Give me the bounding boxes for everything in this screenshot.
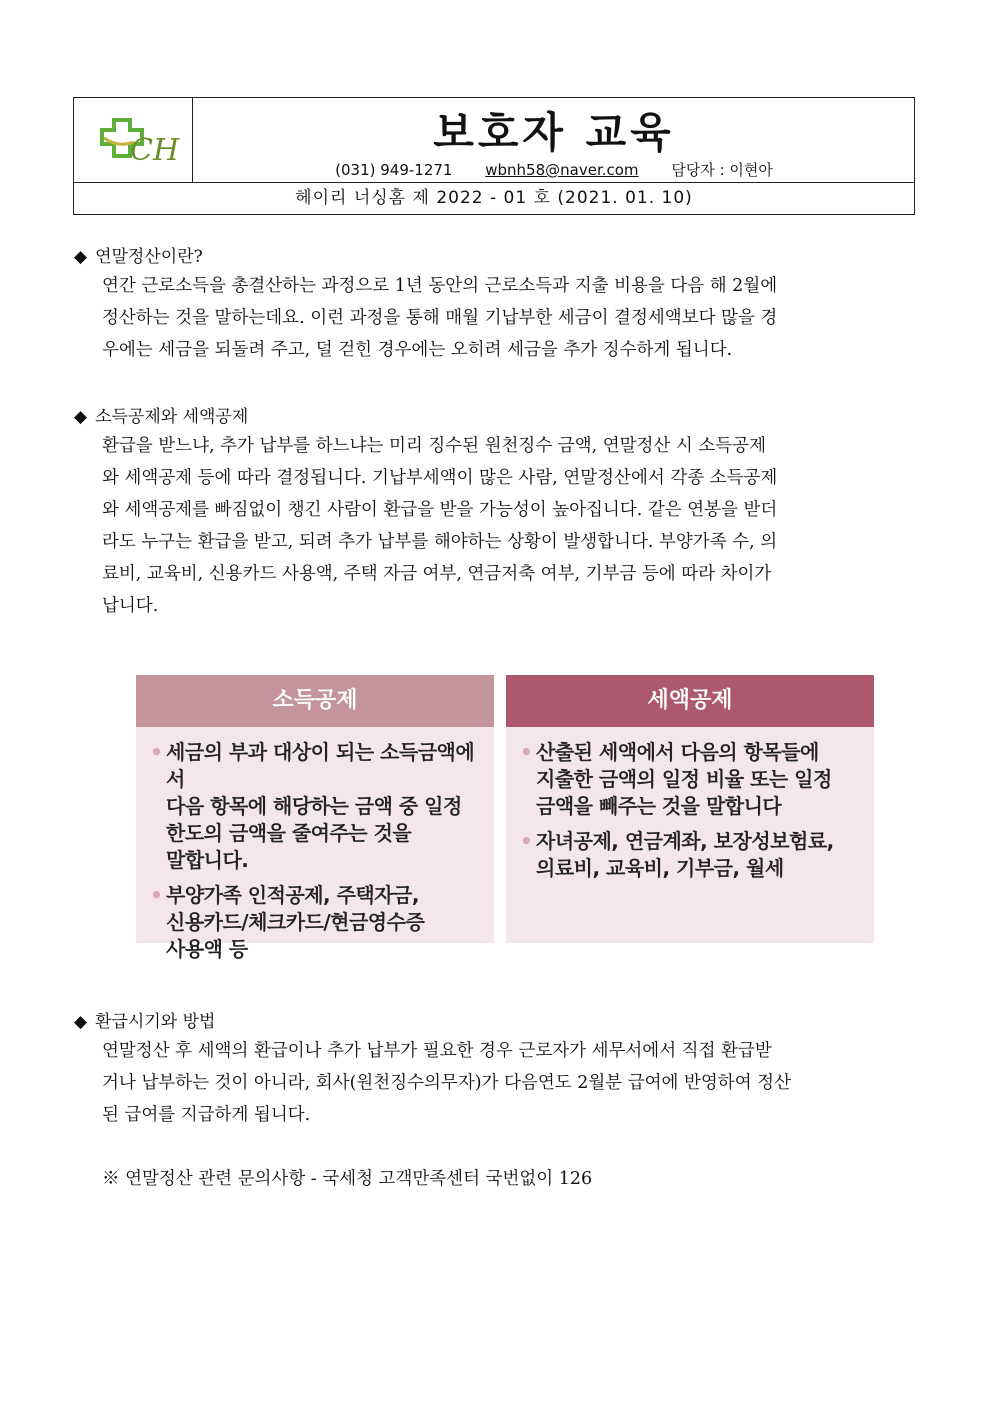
logo-lettering: CH bbox=[130, 133, 180, 168]
issue-number: 헤이리 너싱홈 제 2022 - 01 호 (2021. 01. 10) bbox=[74, 182, 914, 215]
tax-credit-list bbox=[506, 727, 874, 882]
inquiry-note: ※ 연말정산 관련 문의사항 - 국세청 고객만족센터 국번없이 126 bbox=[102, 1169, 593, 1189]
page-title: 보호자 교육 bbox=[433, 108, 675, 157]
email-link[interactable]: wbnh58@naver.com bbox=[485, 161, 639, 179]
list-item: • 자녀공제, 연금계좌, 보장성보험료, 의료비, 교육비, 기부금, 월세 bbox=[520, 829, 834, 880]
text-line: 연간 근로소득을 총결산하는 과정으로 1년 동안의 근로소득과 지출 비용을 다음 해 2월에 bbox=[102, 276, 778, 296]
text-line: 거나 납부하는 것이 아니라, 회사(원천징수의무자)가 다음연도 2월분 급여에 반영하여 정산 bbox=[102, 1073, 791, 1093]
tax-credit-title: 세액공제 bbox=[506, 675, 874, 727]
text-line: 와 세액공제 등에 따라 결정됩니다. 기납부세액이 많은 사람, 연말정산에서 각종 소득공제 bbox=[102, 468, 778, 488]
text-line: 된 급여를 지급하게 됩니다. bbox=[102, 1105, 311, 1125]
text-line: 료비, 교육비, 신용카드 사용액, 주택 자금 여부, 연금저축 여부, 기부금 등에 따라 차이가 bbox=[102, 564, 772, 584]
list-item: • 부양가족 인적공제, 주택자금, 신용카드/체크카드/현금영수증 사용액 등 bbox=[150, 883, 425, 961]
newsletter-header bbox=[73, 97, 915, 215]
text-line: 연말정산 후 세액의 환급이나 추가 납부가 필요한 경우 근로자가 세무서에서 직접 환급받 bbox=[102, 1041, 772, 1061]
logo-cell bbox=[74, 98, 193, 182]
text-line: 와 세액공제를 빠짐없이 챙긴 사람이 환급을 받을 가능성이 높아집니다. 같은 연봉을 받더 bbox=[102, 500, 778, 520]
phone-number: (031) 949-1271 bbox=[335, 161, 453, 179]
bullet-dot-icon: • bbox=[150, 740, 163, 764]
income-deduction-title: 소득공제 bbox=[136, 675, 494, 727]
section-body-1 bbox=[102, 270, 920, 366]
income-deduction-list bbox=[136, 727, 494, 963]
deduction-comparison bbox=[136, 675, 876, 961]
tax-credit-box bbox=[506, 675, 874, 943]
bullet-dot-icon: • bbox=[520, 829, 533, 853]
text-line: 납니다. bbox=[102, 596, 159, 616]
text-line: 환급을 받느냐, 추가 납부를 하느냐는 미리 징수된 원천징수 금액, 연말정산 시 소득공제 bbox=[102, 436, 766, 456]
section-heading-2: ◆ 소득공제와 세액공제 bbox=[74, 407, 249, 427]
section-heading-1: ◆ 연말정산이란? bbox=[74, 247, 203, 267]
text-line: 정산하는 것을 말하는데요. 이런 과정을 통해 매월 기납부한 세금이 결정세액보다 많을 경 bbox=[102, 308, 778, 328]
diamond-bullet-icon: ◆ bbox=[74, 247, 88, 267]
diamond-bullet-icon: ◆ bbox=[74, 1012, 88, 1032]
income-deduction-box bbox=[136, 675, 494, 961]
text-line: 라도 누구는 환급을 받고, 되려 추가 납부를 해야하는 상황이 발생합니다. 부양가족 수, 의 bbox=[102, 532, 778, 552]
section-heading-3: ◆ 환급시기와 방법 bbox=[74, 1012, 216, 1032]
text-line: 우에는 세금을 되돌려 주고, 덜 걷힌 경우에는 오히려 세금을 추가 징수하게 됩니다. bbox=[102, 340, 733, 360]
list-item: • 세금의 부과 대상이 되는 소득금액에서 다음 항목에 해당하는 금액 중 일정 한도의 금액을 줄여주는 것을 말합니다. bbox=[150, 740, 475, 872]
section-body-2 bbox=[102, 430, 920, 622]
bullet-dot-icon: • bbox=[150, 883, 163, 907]
contact-person: 담당자 : 이현아 bbox=[671, 161, 773, 179]
diamond-bullet-icon: ◆ bbox=[74, 407, 88, 427]
bullet-dot-icon: • bbox=[520, 740, 533, 764]
nursing-home-logo-icon bbox=[74, 98, 192, 182]
contact-info bbox=[194, 159, 914, 180]
list-item: • 산출된 세액에서 다음의 항목들에 지출한 금액의 일정 비율 또는 일정 금액을 빼주는 것을 말합니다 bbox=[520, 740, 832, 818]
section-body-3 bbox=[102, 1035, 920, 1131]
